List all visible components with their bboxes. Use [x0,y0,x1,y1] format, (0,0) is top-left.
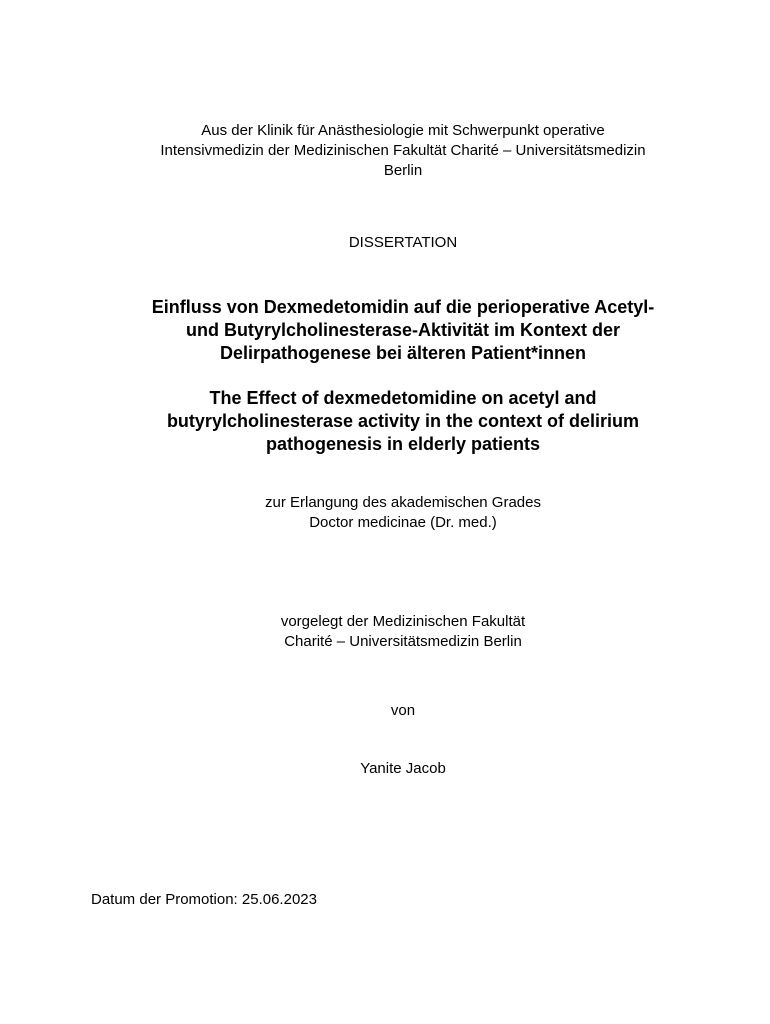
institution-line: Aus der Klinik für Anästhesiologie mit Schwerpunkt operative [201,122,605,139]
title-english-line: The Effect of dexmedetomidine on acetyl and [209,388,597,408]
author-name-text: Yanite Jacob [360,760,446,777]
title-german [0,296,770,365]
title-english [0,387,770,456]
by-label-text: von [390,702,416,719]
title-english-line: pathogenesis in elderly patients [265,434,541,454]
title-german-line: Delirpathogenese bei älteren Patient*innen [219,343,587,363]
institution-line: Intensivmedizin der Medizinischen Fakultät Charité – Universitätsmedizin [160,142,646,159]
title-german-line: und Butyrylcholinesterase-Aktivität im Kontext der [185,320,621,340]
institution-line: Berlin [383,162,423,179]
degree-statement [0,493,770,533]
title-english-line: butyrylcholinesterase activity in the context of delirium [166,411,640,431]
by-label [0,701,770,721]
author-name [0,759,770,779]
submission-line: vorgelegt der Medizinischen Fakultät [280,613,526,630]
promotion-date: Datum der Promotion: 25.06.2023 [91,891,317,908]
submission-line: Charité – Universitätsmedizin Berlin [284,633,522,650]
degree-line: Doctor medicinae (Dr. med.) [309,514,497,531]
document-type-label: DISSERTATION [348,234,458,251]
title-german-line: Einfluss von Dexmedetomidin auf die perioperative Acetyl- [151,297,655,317]
submission-statement [0,612,770,652]
document-type [0,233,770,253]
degree-line: zur Erlangung des akademischen Grades [265,494,541,511]
institution-header [0,121,770,181]
